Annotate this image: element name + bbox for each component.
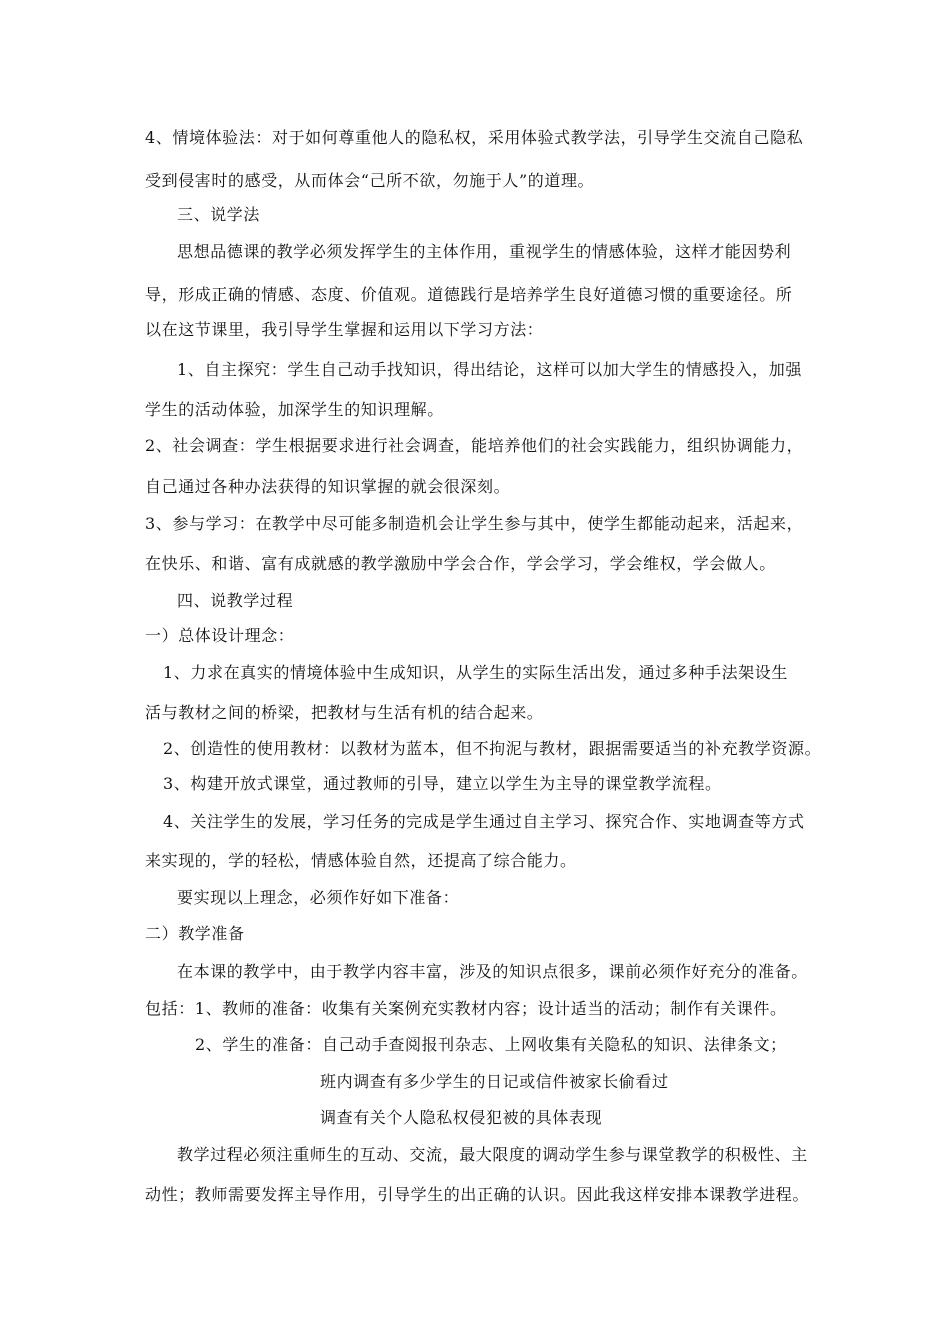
section-heading: 三、说学法 <box>177 205 261 224</box>
text-line: 3、构建开放式课堂，通过教师的引导，建立以学生为主导的课堂教学流程。 <box>163 774 722 793</box>
text-line: 3、参与学习：在教学中尽可能多制造机会让学生参与其中，使学生都能动起来，活起来， <box>145 514 804 533</box>
text-line: 受到侵害时的感受，从而体会“己所不欲，勿施于人”的道理。 <box>145 171 595 190</box>
text-line: 在快乐、和谐、富有成就感的教学激励中学会合作，学会学习，学会维权，学会做人。 <box>145 554 776 573</box>
text-line: 来实现的，学的轻松，情感体验自然，还提高了综合能力。 <box>145 851 577 870</box>
text-line: 4、情境体验法：对于如何尊重他人的隐私权，采用体验式教学法，引导学生交流自己隐私 <box>145 128 804 147</box>
text-line: 2、社会调查：学生根据要求进行社会调查，能培养他们的社会实践能力，组织协调能力， <box>145 436 804 455</box>
subsection-heading: 二）教学准备 <box>145 924 245 943</box>
text-line: 要实现以上理念，必须作好如下准备： <box>177 888 460 907</box>
text-line: 活与教材之间的桥梁，把教材与生活有机的结合起来。 <box>145 703 544 722</box>
text-line: 教学过程必须注重师生的互动、交流，最大限度的调动学生参与课堂教学的积极性、主 <box>177 1145 808 1164</box>
text-line: 2、创造性的使用教材：以教材为蓝本，但不拘泥与教材，跟据需要适当的补充教学资源。 <box>163 739 822 758</box>
text-line: 动性；教师需要发挥主导作用，引导学生的出正确的认识。因此我这样安排本课教学进程。 <box>145 1185 810 1204</box>
text-line: 2、学生的准备：自己动手查阅报刊杂志、上网收集有关隐私的知识、法律条文； <box>195 1035 787 1054</box>
text-line: 学生的活动体验，加深学生的知识理解。 <box>145 400 444 419</box>
text-line: 班内调查有多少学生的日记或信件被家长偷看过 <box>320 1072 669 1091</box>
text-line: 调查有关个人隐私权侵犯被的具体表现 <box>320 1108 603 1127</box>
text-line: 自己通过各种办法获得的知识掌握的就会很深刻。 <box>145 477 511 496</box>
text-line: 1、力求在真实的情境体验中生成知识，从学生的实际生活出发，通过多种手法架设生 <box>163 663 788 682</box>
text-line: 导，形成正确的情感、态度、价值观。道德践行是培养学生良好道德习惯的重要途径。所 <box>145 285 793 304</box>
subsection-heading: 一）总体设计理念： <box>145 626 295 645</box>
text-line: 1、自主探究：学生自己动手找知识，得出结论，这样可以加大学生的情感投入，加强 <box>177 360 802 379</box>
text-line: 在本课的教学中，由于教学内容丰富，涉及的知识点很多，课前必须作好充分的准备。 <box>177 962 808 981</box>
text-line: 以在这节课里，我引导学生掌握和运用以下学习方法： <box>145 320 544 339</box>
text-line: 思想品德课的教学必须发挥学生的主体作用，重视学生的情感体验，这样才能因势利 <box>177 242 792 261</box>
text-line: 4、关注学生的发展，学习任务的完成是学生通过自主学习、探究合作、实地调查等方式 <box>163 812 805 831</box>
text-line: 包括：1、教师的准备：收集有关案例充实教材内容；设计适当的活动；制作有关课件。 <box>145 999 787 1018</box>
section-heading: 四、说教学过程 <box>177 591 294 610</box>
